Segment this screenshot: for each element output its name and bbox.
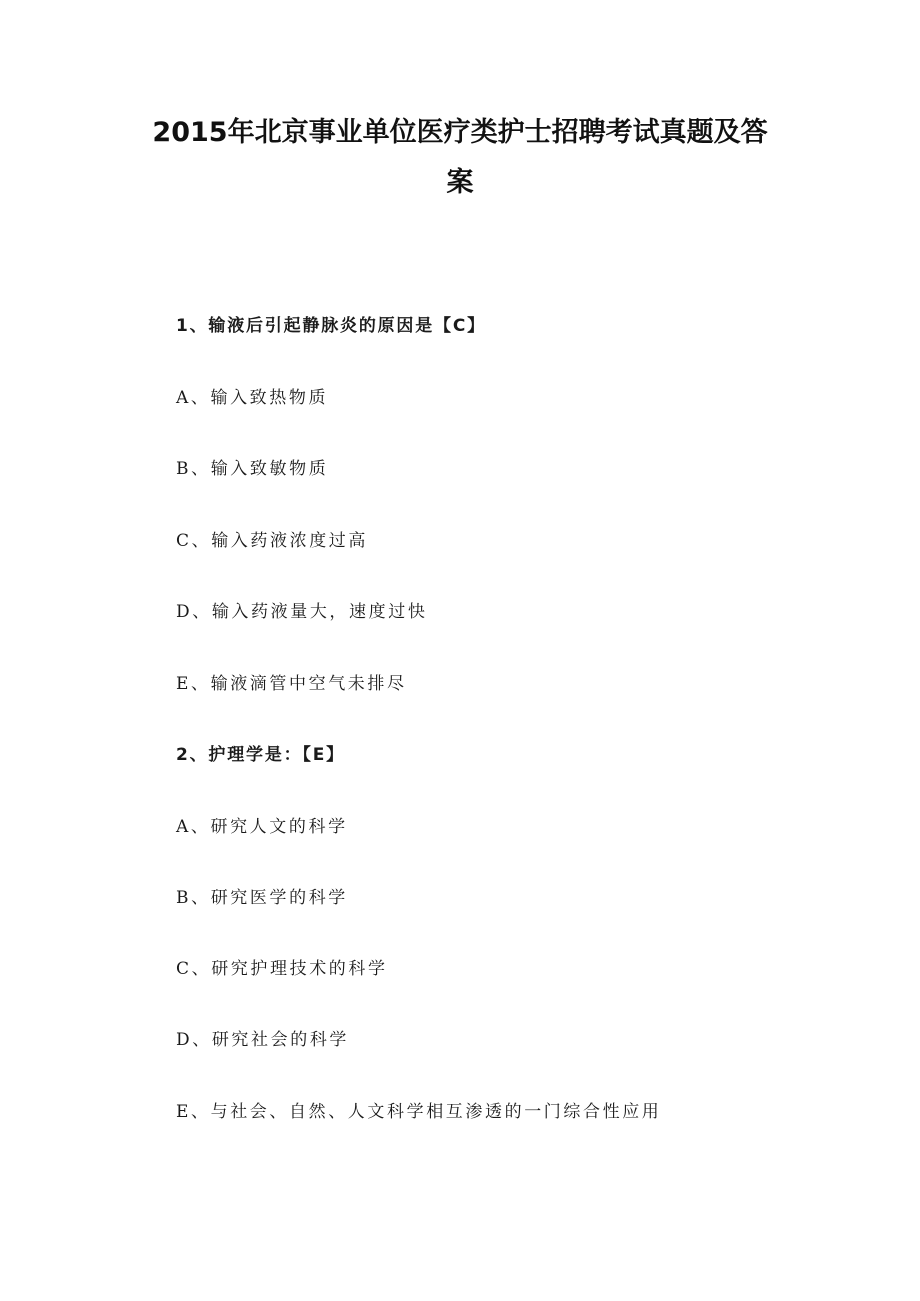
question-1-option-a: A、输入致热物质 (176, 388, 329, 408)
question-1-option-d: D、输入药液量大，速度过快 (176, 602, 428, 622)
question-2-option-d: D、研究社会的科学 (176, 1030, 350, 1050)
document-title-line-2: 案 (446, 167, 474, 198)
question-1-option-b: B、输入致敏物质 (176, 459, 329, 479)
question-2-option-e: E、与社会、自然、人文科学相互渗透的一门综合性应用 (176, 1102, 662, 1122)
question-2-option-c: C、研究护理技术的科学 (176, 959, 388, 979)
question-1-option-c: C、输入药液浓度过高 (176, 531, 369, 551)
question-2-option-a: A、研究人文的科学 (176, 817, 348, 837)
question-2-option-b: B、研究医学的科学 (176, 888, 348, 908)
question-2-stem: 2、护理学是：【E】 (176, 745, 345, 765)
document-title-line-1: 2015年北京事业单位医疗类护士招聘考试真题及答 (152, 117, 768, 148)
question-1-option-e: E、输液滴管中空气未排尽 (176, 674, 407, 694)
question-1-stem: 1、输液后引起静脉炎的原因是【C】 (176, 316, 486, 336)
